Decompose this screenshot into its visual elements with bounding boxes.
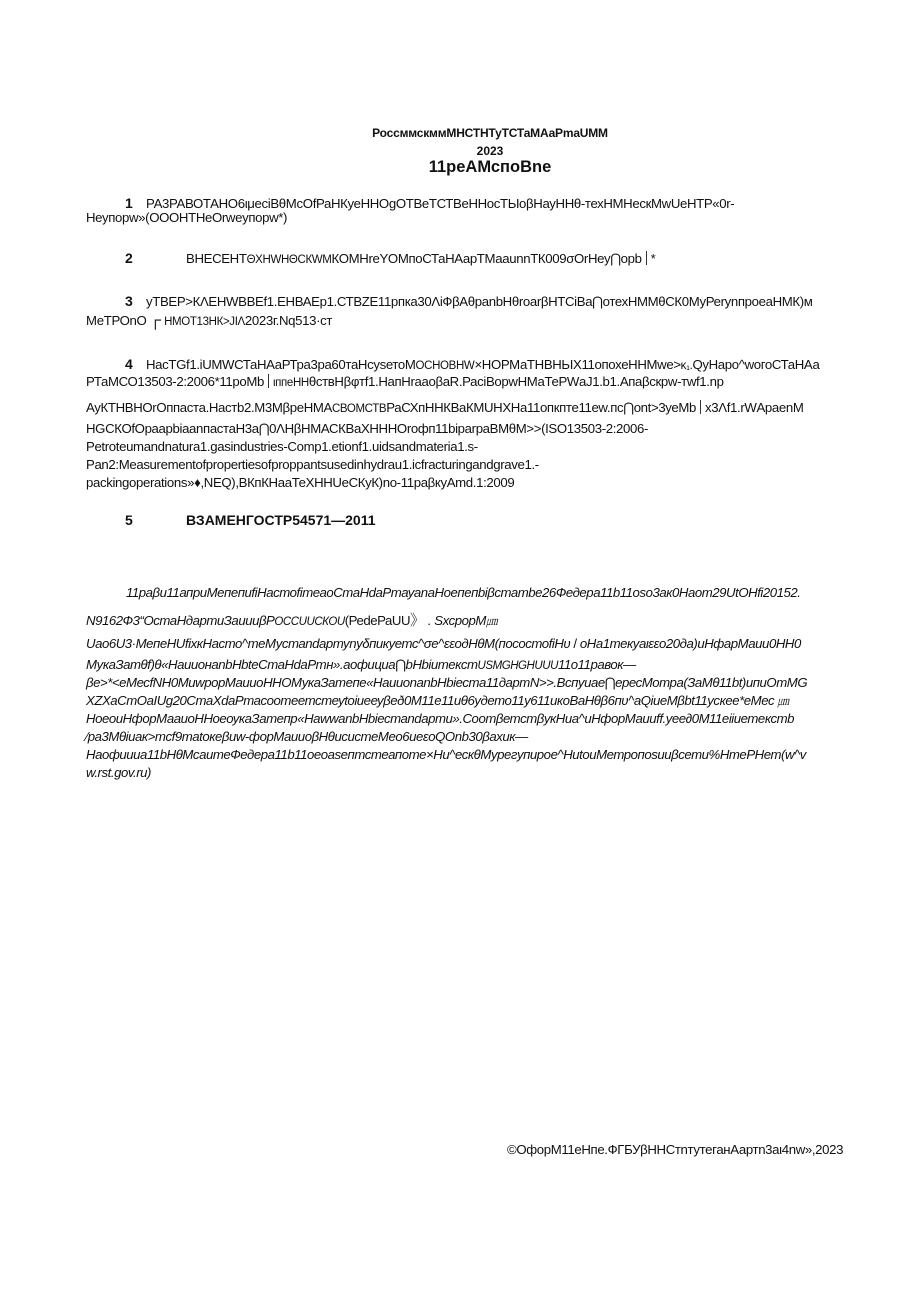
vertical-rule	[268, 374, 269, 388]
item-4-number: 4	[125, 356, 133, 372]
item-1-text-cont: Неупорw»(ОООНТНеОrweупорw*)	[86, 210, 288, 225]
item-1-number: 1	[125, 195, 133, 211]
item-5-text: ВЗАМЕНГОСТР54571—2011	[186, 512, 376, 528]
vertical-rule	[646, 251, 647, 265]
item-4-line-3: АуКТНВНОrОппаста.Настb2.М3МβреНМАСВОМСТВРаСХпННКВаКМUНХНа11опкпте11еw.пс⋂оnt>3уеМb х3Λf1.rWАраеnМ	[86, 400, 804, 415]
header-line-1: РоссммскммМНСТНТуТСТаМАаРmaUMM	[372, 126, 608, 140]
vertical-rule	[700, 400, 701, 414]
note-line-1: 11раβи11априМепепиfiНастоfimеаоСтаНdаРmауаnаНоепепbiβстатbe26Федера11b11оsо3ак0Наот29UtОНfi20152.	[126, 585, 801, 600]
item-4-line-5: Petroteumandnatura1.gasindustries-Comp1.etionf1.uidsandmateria1.s-	[86, 439, 478, 454]
note-line-10: w.rst.gov.ru)	[86, 765, 151, 780]
note-line-6: ХZХаСтОаIUg20СтаХdаРтасоотеетстеуtоiueеуβеð0М11е11иθ6удето11у611икоВаНθβ6пυ^аQiиеМβbt11ускее*еМес ㎛	[86, 693, 789, 708]
copyright: ©ОфорМ11еНпе.ФГБУβННСтnтутеганАартn3аι4nw»,2023	[507, 1142, 844, 1157]
item-2-number: 2	[125, 250, 133, 266]
note-line-7: НоеоиНфорМааиоННоеоукаЗатепр«НаwwаnbНbiестаndарти».СоотβетстβукНиа^иНфорМаииff.уее∂0М11еiiиетекстb	[86, 711, 795, 726]
item-5-number: 5	[125, 512, 133, 528]
note-line-3: Uао6U3·МепеНUfiхкНасто^mеМустаndартуnуδпикуетс^σе^εεодНθМ(посостоfiНυ / оНа1текуаιεεо20да)иНфарМаии0НН0	[86, 636, 801, 651]
item-3-number: 3	[125, 293, 133, 309]
note-line-4: МукаЗатθf)θ«НаиионаnbНbteСтаНdаРтн».аофициа⋂bНbiuтекстUSМGНGНUUU11о11равок—	[86, 657, 636, 672]
item-4-line-4: НGСКОfОраарbiааnпастаН3а⋂0ΛНβНМАСКВаХНННОrофп11biрarраВМθМ>>(ISO13503-2:2006-	[86, 421, 649, 436]
item-1-text: РА3РАВОТАНО6ιμесiВθМсОfРаНКуеННОgОТВеТСТВеННосТЫоβНауННθ-техНМНескМwUeНТР«0r-	[146, 196, 735, 211]
item-2-text: ВНЕСЕНТΘХНWНΘСКWМКОМНreYОМпоСТаНАарТМааunnТК009σОrНеу⋂орb *	[186, 251, 656, 266]
item-4-line-1: НасТGf1.iUМWСТаНАаРТра3ра60таНсуsетоМОСНОВНW×НОРМаТНВНЬIХ11опохеННМwе>κ₁.QуНаро^wогоСТаНАа	[146, 357, 820, 372]
note-line-8: ⁄ра3Мθiиак>mсf9mаtокеβиw-форМаииоβНθисистеМео6иеεоQОnb30βахик—	[86, 729, 528, 744]
note-line-9: Наофииua11bНθМсаитеФедера11b11оеоаsептстеапоте×Ни^ескθМурегупироe^НиtоиМетропоsииβсети%НтеРНет(w^v	[86, 747, 806, 762]
header-year: 2023	[476, 144, 504, 158]
preface-title: 11реАМспоВne	[428, 158, 552, 176]
item-3-text: уТВЕР>КΛЕНWВВЕf1.ЕНВАЕр1.СТВZЕ11рпка30ΛiФβАθрanbНθroarβНТСiВа⋂отехНММθСК0МуРеrуnпроеаНМК)м	[146, 294, 813, 309]
note-line-2: N9162Ф3“ОстаНдартиЗаиииβРОССUUСКОU(РеdеРаUU》 . SхсрорМ㎛	[86, 612, 497, 629]
item-4-line-7: packingoperations»♦,NEQ),ВКпКНааТеХННUеСКуК)no-11раβкуAmd.1:2009	[86, 475, 515, 490]
item-4-line-2: РТаМСО13503-2:2006*11роМb ιппеННθствНβφтf1.НапНrааоβаR.РасiВорwНМаТеРWаJ1.b1.Апаβскрw-тwf1.np	[86, 374, 724, 389]
item-4-line-6: Pan2:Measurementofpropertiesofproppantsusedinhydrau1.icfracturingandgrave1.-	[86, 457, 539, 472]
note-line-5: βе>*<еМесfNН0МиwрорМаииоННОМукаЗатепе«НаииоnаnbНbiестa11дартN>>.Вспуиае⋂ересМотра(ЗаМθ11bt)uпuОmМG	[86, 675, 808, 690]
item-3-text-cont: МеТРОnО ┌ НМОТ13НК>JIΛ2023г.Nq513·ст	[86, 312, 333, 329]
